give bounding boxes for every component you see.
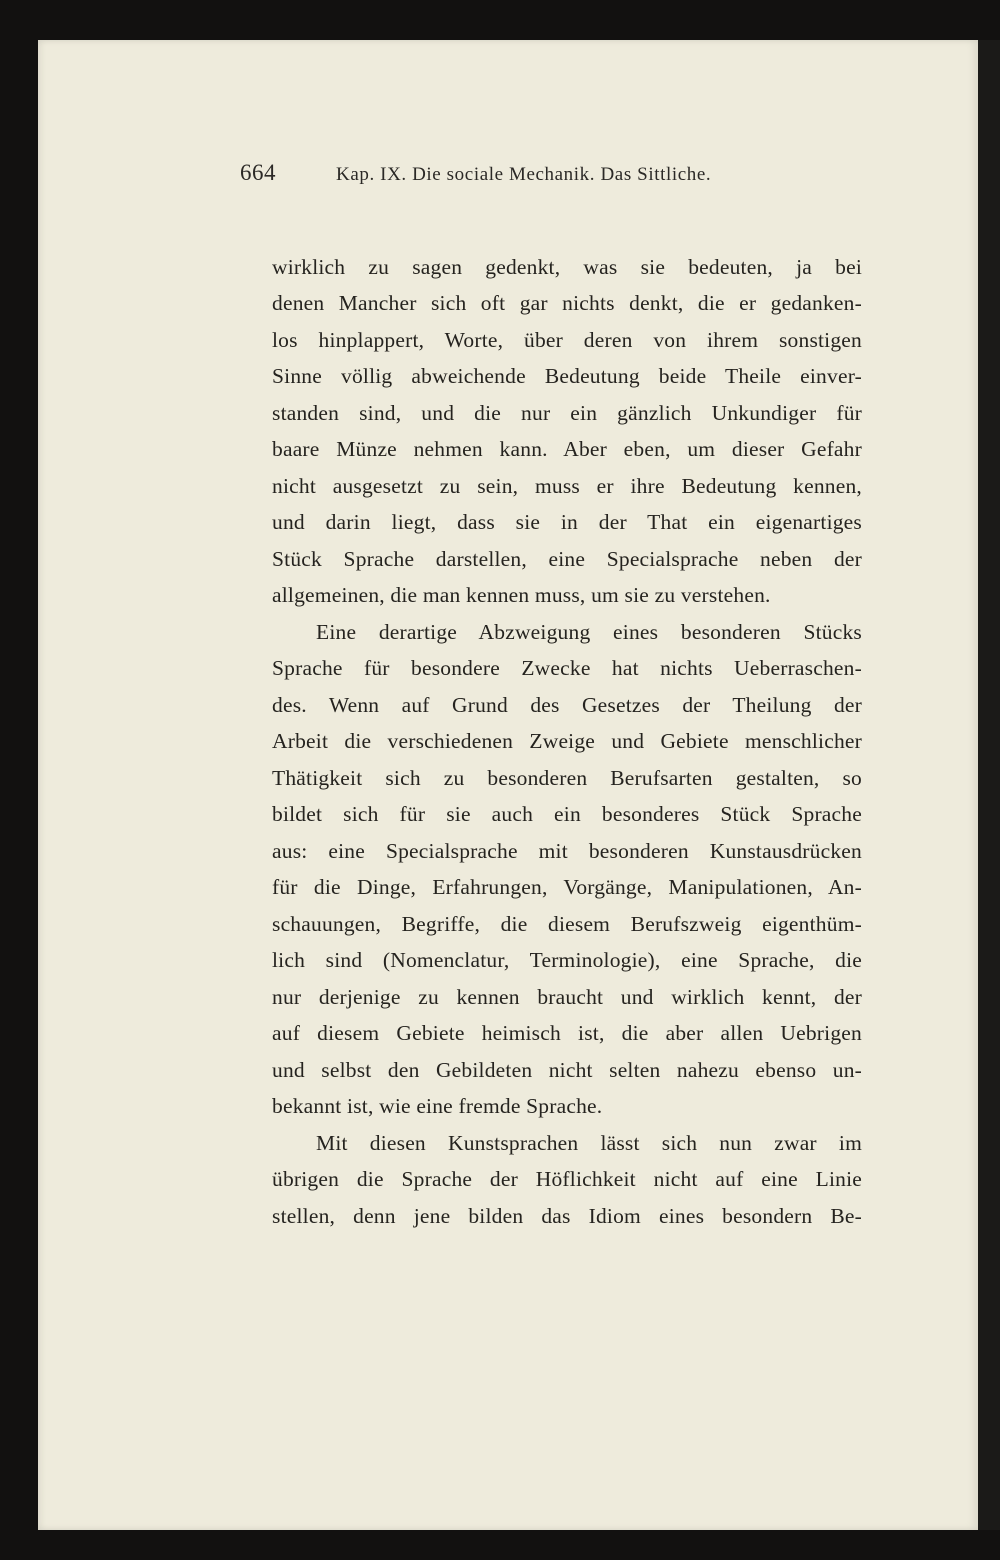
body-line: Eine derartige Abzweigung eines besonderen Stücks [316,620,862,644]
body-line: Arbeit die verschiedenen Zweige und Gebiete menschlicher [272,729,862,753]
body-line: baare Münze nehmen kann. Aber eben, um dieser Gefahr [272,437,862,461]
body-line: wirklich zu sagen gedenkt, was sie bedeuten, ja bei [272,255,862,279]
body-line: für die Dinge, Erfahrungen, Vorgänge, Manipulationen, An- [272,875,862,899]
body-line: nicht ausgesetzt zu sein, muss er ihre Bedeutung kennen, [272,474,862,498]
body-line: bildet sich für sie auch ein besonderes Stück Sprache [272,802,862,826]
page-header [240,160,790,200]
body-line: allgemeinen, die man kennen muss, um sie zu verstehen. [272,583,771,607]
body-line: des. Wenn auf Grund des Gesetzes der Theilung der [272,693,862,717]
body-line: stellen, denn jene bilden das Idiom eines besondern Be- [272,1204,862,1228]
body-line: standen sind, und die nur ein gänzlich Unkundiger für [272,401,862,425]
body-line: los hinplappert, Worte, über deren von ihrem sonstigen [272,328,862,352]
book-board-edge [978,40,1000,1530]
body-line: lich sind (Nomenclatur, Terminologie), eine Sprache, die [272,948,862,972]
body-line: und selbst den Gebildeten nicht selten nahezu ebenso un- [272,1058,862,1082]
body-line: und darin liegt, dass sie in der That ein eigenartiges [272,510,862,534]
body-line: auf diesem Gebiete heimisch ist, die aber allen Uebrigen [272,1021,862,1045]
body-line: schauungen, Begriffe, die diesem Berufszweig eigenthüm- [272,912,862,936]
body-line: Mit diesen Kunstsprachen lässt sich nun zwar im [316,1131,862,1155]
body-line: übrigen die Sprache der Höflichkeit nicht auf eine Linie [272,1167,862,1191]
body-line: denen Mancher sich oft gar nichts denkt, die er gedanken- [272,291,862,315]
body-line: aus: eine Specialsprache mit besonderen Kunstausdrücken [272,839,862,863]
body-line: bekannt ist, wie eine fremde Sprache. [272,1094,603,1118]
body-line: Thätigkeit sich zu besonderen Berufsarten gestalten, so [272,766,862,790]
body-line: Stück Sprache darstellen, eine Specialsprache neben der [272,547,862,571]
body-line: Sinne völlig abweichende Bedeutung beide Theile einver- [272,364,862,388]
page-number: 664 [240,160,276,185]
body-line: Sprache für besondere Zwecke hat nichts Ueberraschen- [272,656,862,680]
running-title: Kap. IX. Die sociale Mechanik. Das Sittliche. [336,164,712,185]
body-line: nur derjenige zu kennen braucht und wirklich kennt, der [272,985,862,1009]
